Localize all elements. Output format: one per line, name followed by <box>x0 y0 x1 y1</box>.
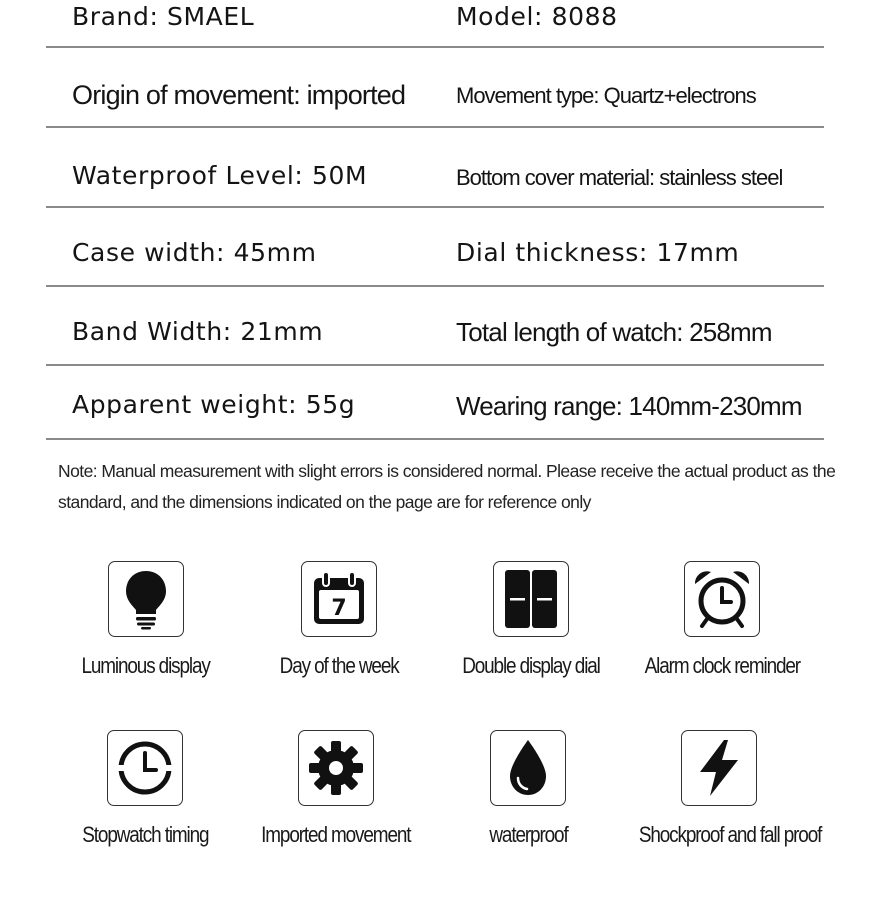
water-drop-icon <box>490 730 566 806</box>
spec-waterproof-level: Waterproof Level: 50M <box>72 161 368 190</box>
spec-bottom-cover-material: Bottom cover material: stainless steel <box>456 165 783 190</box>
spec-table <box>46 0 824 440</box>
lightbulb-icon <box>108 561 184 637</box>
feature-stopwatch-timing <box>50 730 240 848</box>
feature-luminous-display <box>51 561 241 679</box>
feature-label: Double display dial <box>462 653 600 678</box>
spec-model: Model: 8088 <box>456 2 618 31</box>
feature-waterproof <box>433 730 623 848</box>
stopwatch-icon <box>107 730 183 806</box>
spec-case-width: Case width: 45mm <box>72 238 317 267</box>
spec-dial-thickness: Dial thickness: 17mm <box>456 238 740 267</box>
feature-label: Alarm clock reminder <box>644 653 800 678</box>
measurement-note: Note: Manual measurement with slight errors is considered normal. Please receive the actual product as the standard, and the dimensions indicated on the page are for reference only <box>58 461 836 512</box>
feature-alarm-clock-reminder <box>627 561 817 679</box>
feature-shockproof <box>624 730 822 848</box>
spec-row-weight <box>46 366 824 440</box>
double-dial-icon <box>493 561 569 637</box>
feature-double-display-dial <box>436 561 626 679</box>
spec-row-case <box>46 208 824 287</box>
alarm-clock-icon <box>684 561 760 637</box>
feature-label: Imported movement <box>261 822 411 847</box>
calendar-icon <box>301 561 377 637</box>
feature-label: Shockproof and fall proof <box>638 822 822 847</box>
feature-label: Luminous display <box>81 653 211 678</box>
calendar-day-number: 7 <box>331 596 347 621</box>
feature-label: Stopwatch timing <box>81 822 209 847</box>
spec-row-band <box>46 287 824 366</box>
spec-row-brand <box>46 0 824 48</box>
lightning-icon <box>681 730 757 806</box>
spec-row-waterproof <box>46 128 824 208</box>
spec-movement-type: Movement type: Quartz+electrons <box>456 83 756 108</box>
spec-row-movement <box>46 48 824 128</box>
feature-day-of-week <box>244 561 434 679</box>
spec-origin-of-movement: Origin of movement: imported <box>72 80 406 110</box>
feature-label: waterproof <box>488 822 568 847</box>
gear-icon <box>298 730 374 806</box>
spec-wearing-range: Wearing range: 140mm-230mm <box>456 391 802 421</box>
spec-apparent-weight: Apparent weight: 55g <box>72 390 356 419</box>
spec-total-length: Total length of watch: 258mm <box>456 317 772 347</box>
feature-imported-movement <box>241 730 431 848</box>
feature-label: Day of the week <box>279 653 399 678</box>
spec-band-width: Band Width: 21mm <box>72 317 324 346</box>
spec-brand: Brand: SMAEL <box>72 2 255 31</box>
